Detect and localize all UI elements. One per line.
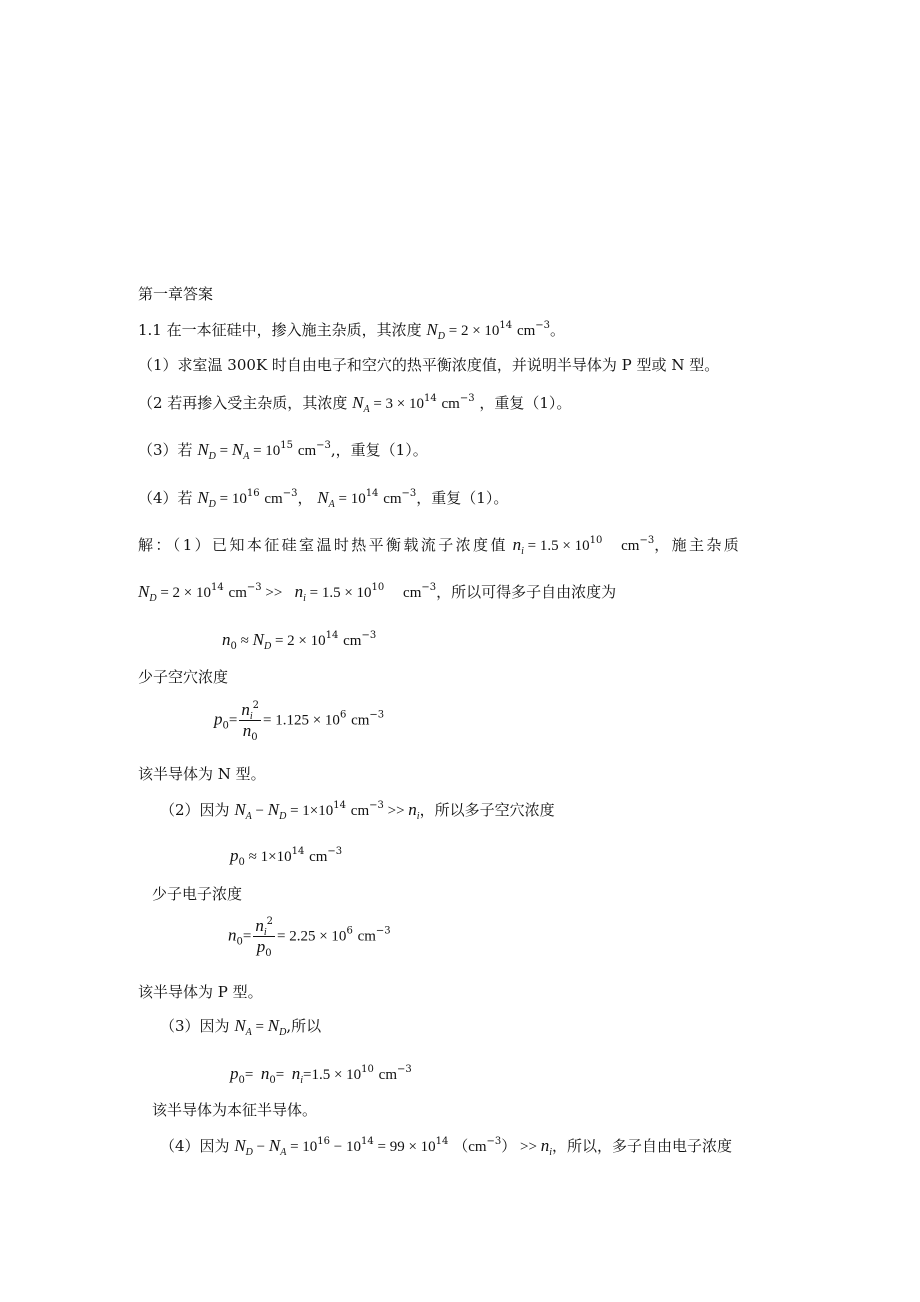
question-3: （3）若 $N_D = N_A = 10^{15}$ $cm^{-3}$,，重复（1）。	[138, 440, 428, 462]
equation-n0-frac: $n_0=$ $\frac{n_i^2}{p_0}$ = $2.25 \times 10^6$ $cm^{-3}$	[228, 916, 391, 959]
equation-p0-approx: $p_0 \approx 1\times 10^{14}$ $cm^{-3}$	[230, 846, 343, 868]
problem-statement: 1.1 在一本征硅中，掺入施主杂质，其浓度 $N_D = 2 \times 10^{14}$ $cm^{-3}$。	[138, 320, 566, 342]
conclusion-2: 该半导体为 P 型。	[138, 983, 263, 1001]
solution-part-2: （2）因为 $N_A - N_D = 1\times 10^{14}$ $cm^{-3} >> n_i$，所以多子空穴浓度	[160, 800, 555, 822]
solution-part-3: （3）因为 $N_A = N_D$,所以	[160, 1016, 322, 1038]
minority-electron-label: 少子电子浓度	[152, 885, 243, 903]
question-2: （2 若再掺入受主杂质，其浓度 $N_A = 3 \times 10^{14}$ $cm^{-3}$ ，重复（1）。	[138, 393, 572, 415]
conclusion-3: 该半导体为本征半导体。	[152, 1101, 318, 1119]
minority-hole-label: 少子空穴浓度	[138, 668, 229, 686]
equation-n0: $n_0 \approx N_D = 2 \times 10^{14}$ $cm^{-3}$	[222, 630, 377, 652]
solution-part-4: （4）因为 $N_D - N_A = 10^{16} - 10^{14} = 99 \times 10^{14}$ $(cm^{-3}) >> n_i$，所以，多子自由电子浓度	[160, 1136, 733, 1158]
chapter-title: 第一章答案	[138, 285, 214, 303]
solution-line-1: 解：（1）已知本征硅室温时热平衡载流子浓度值 $n_i = 1.5 \times 10^{10}$ $cm^{-3}$，施主杂质	[138, 535, 742, 557]
equation-intrinsic: $p_0= n_0= n_i=1.5 \times 10^{10}$ $cm^{-3}$	[230, 1064, 412, 1086]
question-1: （1）求室温 300K 时自由电子和空穴的热平衡浓度值，并说明半导体为 P 型或 N 型。	[138, 356, 720, 374]
equation-p0: $p_0=$ $\frac{n_i^2}{n_0}$ = $1.125 \times 10^6$ $cm^{-3}$	[214, 700, 385, 743]
question-4: （4）若 $N_D = 10^{16}$ $cm^{-3}$， $N_A = 10^{14}$ $cm^{-3}$，重复（1）。	[138, 488, 509, 510]
solution-line-2: $N_D = 2 \times 10^{14}$ $cm^{-3} >> n_i = 1.5 \times 10^{10}$ $cm^{-3}$，所以可得多子自由浓度为	[138, 582, 617, 604]
conclusion-1: 该半导体为 N 型。	[138, 765, 266, 783]
